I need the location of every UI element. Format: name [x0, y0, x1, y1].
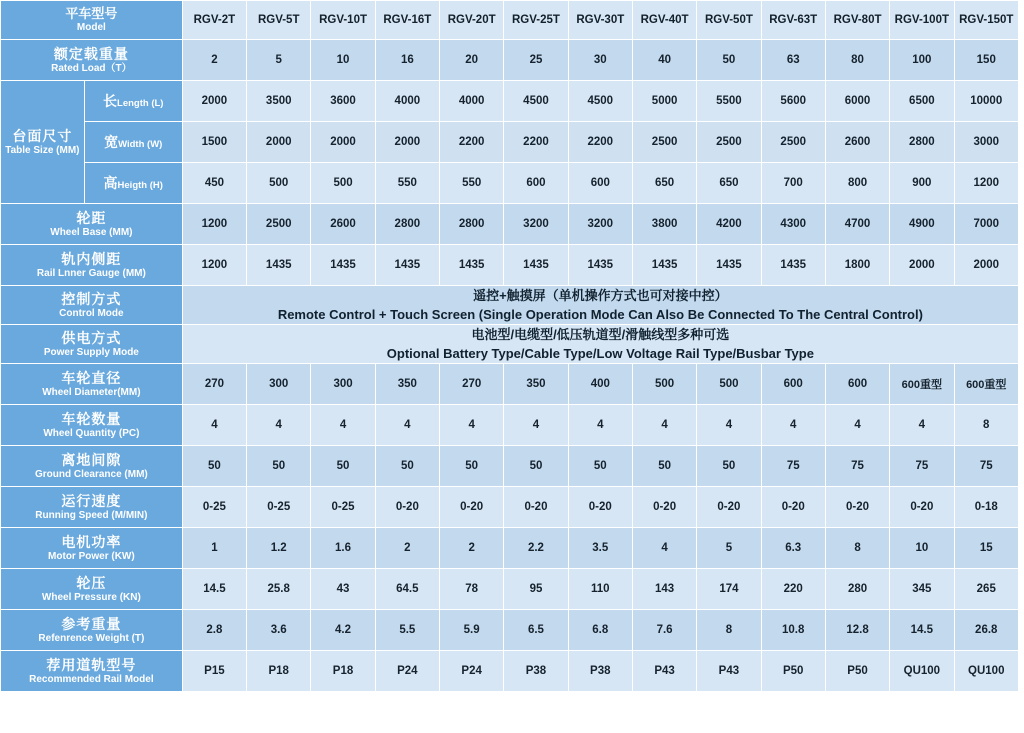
cell-value: 2000	[890, 245, 954, 286]
row-label-control-mode	[1, 286, 183, 325]
cell-value: 10	[311, 40, 375, 81]
cell-value: 6.3	[761, 528, 825, 569]
cell-value: 1435	[697, 245, 761, 286]
cell-value: 550	[440, 163, 504, 204]
model-name: RGV-50T	[697, 1, 761, 40]
row-sublabel-width	[84, 122, 182, 163]
row-sublabel-cn: 长	[103, 93, 118, 109]
cell-value: 270	[440, 364, 504, 405]
cell-value: 1435	[568, 245, 632, 286]
table-row-control-mode	[1, 286, 1019, 325]
cell-value: 50	[375, 446, 439, 487]
cell-value: 2200	[504, 122, 568, 163]
row-label-en: Wheel Pressure (KN)	[41, 591, 141, 603]
cell-value: P43	[697, 651, 761, 692]
cell-value: 4200	[697, 204, 761, 245]
cell-value: 2800	[375, 204, 439, 245]
cell-value: 400	[568, 364, 632, 405]
row-sublabel-cn: 宽	[104, 134, 119, 150]
cell-value: 2	[440, 528, 504, 569]
cell-value: 43	[311, 569, 375, 610]
cell-value: 2500	[697, 122, 761, 163]
row-sublabel-en: Heigth (H)	[117, 180, 163, 191]
cell-value: 50	[504, 446, 568, 487]
cell-value: 4900	[890, 204, 954, 245]
row-label-en: Table Size (MM)	[5, 144, 80, 156]
cell-value: 143	[632, 569, 696, 610]
table-row-wheel-pressure	[1, 569, 1019, 610]
cell-value: 4	[440, 405, 504, 446]
row-label-cn: 车轮直径	[61, 369, 122, 386]
cell-value: 220	[761, 569, 825, 610]
cell-value: 2.8	[182, 610, 246, 651]
cell-value: 345	[890, 569, 954, 610]
cell-value: 4	[182, 405, 246, 446]
cell-value: 3200	[568, 204, 632, 245]
cell-value: 500	[697, 364, 761, 405]
cell-value: 500	[632, 364, 696, 405]
merged-text-cn: 遥控+触摸屏（单机操作方式也可对接中控）	[473, 288, 728, 303]
model-name: RGV-80T	[825, 1, 889, 40]
cell-value: 75	[890, 446, 954, 487]
cell-value: 900	[890, 163, 954, 204]
cell-value: P50	[761, 651, 825, 692]
cell-value: 600	[761, 364, 825, 405]
cell-value: 10000	[954, 81, 1019, 122]
header-model-label-en: Model	[76, 22, 106, 33]
row-label-cn: 额定载重量	[53, 45, 129, 62]
cell-value: 1.6	[311, 528, 375, 569]
cell-value: 1435	[440, 245, 504, 286]
cell-value: 50	[311, 446, 375, 487]
table-row-wheel-quantity	[1, 405, 1019, 446]
cell-value: 6000	[825, 81, 889, 122]
cell-value: 50	[247, 446, 311, 487]
cell-value: 80	[825, 40, 889, 81]
cell-value: 0-20	[568, 487, 632, 528]
row-label-wheel-pressure	[1, 569, 183, 610]
row-label-cn: 轨内侧距	[61, 250, 122, 267]
cell-value: 1800	[825, 245, 889, 286]
cell-value: 300	[311, 364, 375, 405]
cell-value: 4000	[375, 81, 439, 122]
cell-value: 600	[825, 364, 889, 405]
cell-value: 3000	[954, 122, 1019, 163]
cell-value: 1.2	[247, 528, 311, 569]
cell-value: 0-20	[440, 487, 504, 528]
row-label-cn: 荐用道轨型号	[46, 656, 137, 673]
cell-value: 2000	[954, 245, 1019, 286]
cell-value: 2000	[247, 122, 311, 163]
cell-value: 1435	[375, 245, 439, 286]
table-row-table-size-width	[1, 122, 1019, 163]
cell-value: 280	[825, 569, 889, 610]
row-sublabel-en: Width (W)	[118, 139, 163, 150]
cell-value: 2500	[632, 122, 696, 163]
header-model-label	[1, 1, 183, 40]
cell-value: 1200	[182, 204, 246, 245]
cell-value: 4	[761, 405, 825, 446]
cell-value: 2.2	[504, 528, 568, 569]
model-name: RGV-63T	[761, 1, 825, 40]
cell-value: 0-20	[375, 487, 439, 528]
cell-value: 10.8	[761, 610, 825, 651]
row-label-cn: 供电方式	[61, 329, 122, 346]
cell-value: P15	[182, 651, 246, 692]
cell-value: 63	[761, 40, 825, 81]
cell-value: 25.8	[247, 569, 311, 610]
cell-value: QU100	[890, 651, 954, 692]
row-label-en: Wheel Base (MM)	[50, 226, 133, 238]
cell-value: 350	[504, 364, 568, 405]
cell-value: 4	[504, 405, 568, 446]
cell-value: 2800	[440, 204, 504, 245]
table-row-rated-load	[1, 40, 1019, 81]
cell-value: 800	[825, 163, 889, 204]
table-row-table-size-height	[1, 163, 1019, 204]
cell-value: 5600	[761, 81, 825, 122]
model-name: RGV-10T	[311, 1, 375, 40]
cell-value: 14.5	[182, 569, 246, 610]
table-row-motor-power	[1, 528, 1019, 569]
cell-value: 4	[311, 405, 375, 446]
cell-value: 0-25	[247, 487, 311, 528]
row-label-cn: 控制方式	[61, 290, 122, 307]
row-label-cn: 台面尺寸	[12, 127, 73, 144]
cell-value: P38	[568, 651, 632, 692]
cell-value: 500	[247, 163, 311, 204]
cell-value: 4	[375, 405, 439, 446]
cell-value: P24	[375, 651, 439, 692]
row-label-running-speed	[1, 487, 183, 528]
cell-value: 0-18	[954, 487, 1019, 528]
row-label-en: Wheel Diameter(MM)	[42, 386, 141, 398]
cell-value: 0-20	[697, 487, 761, 528]
cell-value: P18	[311, 651, 375, 692]
cell-value: 500	[311, 163, 375, 204]
row-label-en: Control Mode	[59, 307, 124, 319]
row-label-en: Recommended Rail Model	[29, 673, 154, 685]
row-label-wheel-diameter	[1, 364, 183, 405]
cell-value: 1435	[504, 245, 568, 286]
model-name: RGV-150T	[954, 1, 1019, 40]
cell-value: 6.5	[504, 610, 568, 651]
cell-value: 4	[568, 405, 632, 446]
cell-value: 2000	[311, 122, 375, 163]
cell-merged-power-supply-mode	[182, 325, 1018, 364]
cell-value: 450	[182, 163, 246, 204]
cell-value: 4	[825, 405, 889, 446]
cell-value: 6.8	[568, 610, 632, 651]
row-label-en: Wheel Quantity (PC)	[43, 427, 140, 439]
cell-value: 265	[954, 569, 1019, 610]
cell-value: 4000	[440, 81, 504, 122]
cell-value: 1200	[182, 245, 246, 286]
model-name: RGV-20T	[440, 1, 504, 40]
cell-value: 600	[568, 163, 632, 204]
cell-value: 0-25	[182, 487, 246, 528]
cell-value: 5	[697, 528, 761, 569]
cell-value: 174	[697, 569, 761, 610]
row-label-motor-power	[1, 528, 183, 569]
cell-value: 700	[761, 163, 825, 204]
cell-value: P38	[504, 651, 568, 692]
cell-value: P24	[440, 651, 504, 692]
cell-value: 0-20	[825, 487, 889, 528]
model-name: RGV-30T	[568, 1, 632, 40]
cell-value: 50	[440, 446, 504, 487]
cell-value: 0-20	[890, 487, 954, 528]
cell-value: 0-25	[311, 487, 375, 528]
cell-value: 40	[632, 40, 696, 81]
cell-value: 1435	[632, 245, 696, 286]
row-label-ground-clearance	[1, 446, 183, 487]
cell-value: 2000	[375, 122, 439, 163]
model-name: RGV-100T	[890, 1, 954, 40]
cell-value: 4.2	[311, 610, 375, 651]
cell-value: 1	[182, 528, 246, 569]
cell-value: 2200	[440, 122, 504, 163]
cell-value: 30	[568, 40, 632, 81]
model-name: RGV-2T	[182, 1, 246, 40]
cell-value: 4700	[825, 204, 889, 245]
cell-value: 50	[632, 446, 696, 487]
table-row-rail-inner-gauge	[1, 245, 1019, 286]
cell-value: 3.5	[568, 528, 632, 569]
cell-value: 600重型	[954, 364, 1019, 405]
cell-value: 8	[825, 528, 889, 569]
model-name: RGV-16T	[375, 1, 439, 40]
row-label-cn: 车轮数量	[61, 410, 122, 427]
row-label-cn: 电机功率	[61, 533, 122, 550]
row-label-wheel-quantity	[1, 405, 183, 446]
cell-value: 100	[890, 40, 954, 81]
merged-text-cn: 电池型/电缆型/低压轨道型/滑触线型多种可选	[471, 327, 730, 342]
row-label-recommended-rail-model	[1, 651, 183, 692]
cell-value: QU100	[954, 651, 1019, 692]
cell-value: 0-20	[761, 487, 825, 528]
table-row-power-supply-mode	[1, 325, 1019, 364]
cell-value: 3500	[247, 81, 311, 122]
cell-value: 3800	[632, 204, 696, 245]
cell-value: 0-20	[504, 487, 568, 528]
row-label-en: Running Speed (M/MIN)	[35, 509, 148, 521]
row-sublabel-cn: 高	[103, 175, 118, 191]
cell-value: 600重型	[890, 364, 954, 405]
row-label-cn: 轮压	[76, 574, 107, 591]
cell-value: 5	[247, 40, 311, 81]
model-name: RGV-5T	[247, 1, 311, 40]
cell-value: 4	[632, 528, 696, 569]
cell-value: 12.8	[825, 610, 889, 651]
table-row-table-size-length	[1, 81, 1019, 122]
row-label-table-size	[1, 81, 85, 204]
cell-value: 2500	[761, 122, 825, 163]
merged-text-en: Remote Control + Touch Screen (Single Operation Mode Can Also Be Connected To The Central Control)	[277, 307, 923, 322]
cell-value: 1435	[761, 245, 825, 286]
cell-value: 8	[697, 610, 761, 651]
cell-value: 8	[954, 405, 1019, 446]
cell-value: 14.5	[890, 610, 954, 651]
cell-value: 25	[504, 40, 568, 81]
cell-value: 3200	[504, 204, 568, 245]
cell-value: 1435	[247, 245, 311, 286]
row-label-cn: 轮距	[76, 209, 107, 226]
cell-value: P50	[825, 651, 889, 692]
cell-value: 6500	[890, 81, 954, 122]
row-label-en: Ground Clearance (MM)	[34, 468, 148, 480]
cell-value: 20	[440, 40, 504, 81]
cell-value: 150	[954, 40, 1019, 81]
row-label-rail-inner-gauge	[1, 245, 183, 286]
row-label-cn: 运行速度	[61, 492, 122, 509]
row-label-cn: 参考重量	[61, 615, 122, 632]
cell-value: 300	[247, 364, 311, 405]
cell-value: 95	[504, 569, 568, 610]
cell-value: 50	[697, 446, 761, 487]
row-label-reference-weight	[1, 610, 183, 651]
cell-value: 75	[954, 446, 1019, 487]
cell-value: 75	[761, 446, 825, 487]
row-label-en: Rail Lnner Gauge (MM)	[36, 267, 146, 279]
cell-value: 2800	[890, 122, 954, 163]
row-label-cn: 离地间隙	[61, 451, 122, 468]
table-row-recommended-rail-model	[1, 651, 1019, 692]
cell-value: 5000	[632, 81, 696, 122]
cell-value: 4500	[504, 81, 568, 122]
table-header-row	[1, 1, 1019, 40]
cell-merged-control-mode	[182, 286, 1018, 325]
cell-value: 4	[697, 405, 761, 446]
cell-value: 2000	[182, 81, 246, 122]
cell-value: 5.9	[440, 610, 504, 651]
cell-value: P43	[632, 651, 696, 692]
cell-value: P18	[247, 651, 311, 692]
cell-value: 4	[890, 405, 954, 446]
row-sublabel-length	[84, 81, 182, 122]
table-row-wheel-base	[1, 204, 1019, 245]
cell-value: 5500	[697, 81, 761, 122]
model-name: RGV-25T	[504, 1, 568, 40]
cell-value: 2600	[825, 122, 889, 163]
cell-value: 3600	[311, 81, 375, 122]
cell-value: 110	[568, 569, 632, 610]
cell-value: 270	[182, 364, 246, 405]
row-label-rated-load	[1, 40, 183, 81]
cell-value: 2600	[311, 204, 375, 245]
cell-value: 7000	[954, 204, 1019, 245]
cell-value: 4	[632, 405, 696, 446]
cell-value: 2200	[568, 122, 632, 163]
cell-value: 15	[954, 528, 1019, 569]
cell-value: 0-20	[632, 487, 696, 528]
cell-value: 10	[890, 528, 954, 569]
cell-value: 4300	[761, 204, 825, 245]
cell-value: 1500	[182, 122, 246, 163]
table-row-wheel-diameter	[1, 364, 1019, 405]
cell-value: 50	[568, 446, 632, 487]
cell-value: 2	[375, 528, 439, 569]
cell-value: 78	[440, 569, 504, 610]
cell-value: 350	[375, 364, 439, 405]
header-model-label-cn: 平车型号	[65, 6, 118, 21]
cell-value: 3.6	[247, 610, 311, 651]
row-label-en: Rated Load（T）	[51, 62, 132, 74]
row-label-power-supply-mode	[1, 325, 183, 364]
table-row-reference-weight	[1, 610, 1019, 651]
cell-value: 4	[247, 405, 311, 446]
cell-value: 16	[375, 40, 439, 81]
cell-value: 75	[825, 446, 889, 487]
row-label-en: Power Supply Mode	[43, 346, 139, 358]
row-sublabel-height	[84, 163, 182, 204]
merged-text-en: Optional Battery Type/Cable Type/Low Voltage Rail Type/Busbar Type	[386, 346, 814, 361]
row-label-en: Motor Power (KW)	[48, 550, 135, 562]
table-row-running-speed	[1, 487, 1019, 528]
cell-value: 650	[632, 163, 696, 204]
cell-value: 5.5	[375, 610, 439, 651]
cell-value: 7.6	[632, 610, 696, 651]
table-row-ground-clearance	[1, 446, 1019, 487]
cell-value: 50	[182, 446, 246, 487]
row-sublabel-en: Length (L)	[117, 98, 164, 109]
cell-value: 4500	[568, 81, 632, 122]
cell-value: 650	[697, 163, 761, 204]
cell-value: 600	[504, 163, 568, 204]
row-label-wheel-base	[1, 204, 183, 245]
model-name: RGV-40T	[632, 1, 696, 40]
cell-value: 26.8	[954, 610, 1019, 651]
cell-value: 1435	[311, 245, 375, 286]
cell-value: 1200	[954, 163, 1019, 204]
cell-value: 2	[182, 40, 246, 81]
cell-value: 64.5	[375, 569, 439, 610]
cell-value: 550	[375, 163, 439, 204]
cell-value: 2500	[247, 204, 311, 245]
cell-value: 50	[697, 40, 761, 81]
row-label-en: Refenrence Weight (T)	[38, 632, 145, 644]
